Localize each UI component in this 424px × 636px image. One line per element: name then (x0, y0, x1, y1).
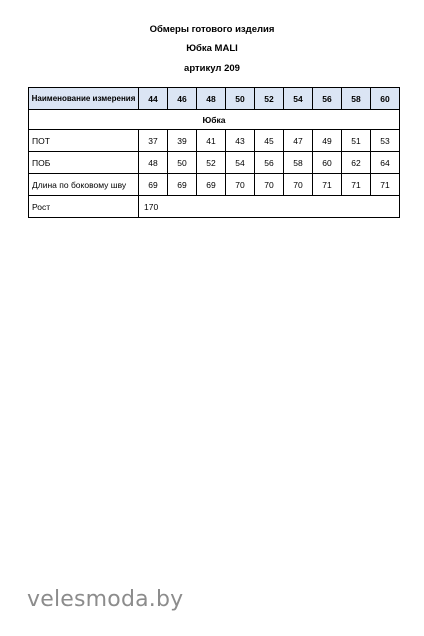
table-cell: 70 (255, 174, 284, 196)
table-cell: 70 (284, 174, 313, 196)
table-cell: 64 (371, 152, 400, 174)
table-cell: 62 (342, 152, 371, 174)
table-cell: 69 (197, 174, 226, 196)
column-header-size: 56 (313, 88, 342, 110)
table-row (29, 130, 400, 152)
column-header-size: 50 (226, 88, 255, 110)
section-row (29, 110, 400, 130)
table-cell: 71 (342, 174, 371, 196)
table-row (29, 196, 400, 218)
table-cell: 43 (226, 130, 255, 152)
table-cell: 47 (284, 130, 313, 152)
column-header-size: 54 (284, 88, 313, 110)
column-header-size: 60 (371, 88, 400, 110)
table-header-row (29, 88, 400, 110)
site-watermark: velesmoda.by (27, 587, 184, 612)
table-cell: 52 (197, 152, 226, 174)
column-header-size: 48 (197, 88, 226, 110)
column-header-measurement: Наименование измерения (29, 88, 139, 110)
table-cell: 70 (226, 174, 255, 196)
table-cell: 45 (255, 130, 284, 152)
table-cell: 53 (371, 130, 400, 152)
table-cell: 56 (255, 152, 284, 174)
document-title: Обмеры готового изделия (149, 24, 275, 35)
row-label: ПОБ (29, 152, 139, 174)
table-cell: 71 (371, 174, 400, 196)
table-cell: 60 (313, 152, 342, 174)
table-cell: 170 (139, 196, 400, 218)
column-header-size: 44 (139, 88, 168, 110)
column-header-size: 46 (168, 88, 197, 110)
measurements-table (28, 87, 400, 218)
row-label: ПОТ (29, 130, 139, 152)
table-cell: 50 (168, 152, 197, 174)
table-cell: 39 (168, 130, 197, 152)
table-cell: 71 (313, 174, 342, 196)
article-number: артикул 209 (184, 63, 240, 74)
table-cell: 49 (313, 130, 342, 152)
table-cell: 58 (284, 152, 313, 174)
table-cell: 54 (226, 152, 255, 174)
table-cell: 41 (197, 130, 226, 152)
row-label: Длина по боковому шву (29, 174, 139, 196)
column-header-size: 52 (255, 88, 284, 110)
table-cell: 51 (342, 130, 371, 152)
section-label: Юбка (29, 110, 400, 130)
column-header-size: 58 (342, 88, 371, 110)
row-label: Рост (29, 196, 139, 218)
table-cell: 37 (139, 130, 168, 152)
table-row (29, 174, 400, 196)
table-cell: 48 (139, 152, 168, 174)
product-name: Юбка MALI (186, 43, 238, 54)
table-cell: 69 (139, 174, 168, 196)
table-cell: 69 (168, 174, 197, 196)
table-row (29, 152, 400, 174)
